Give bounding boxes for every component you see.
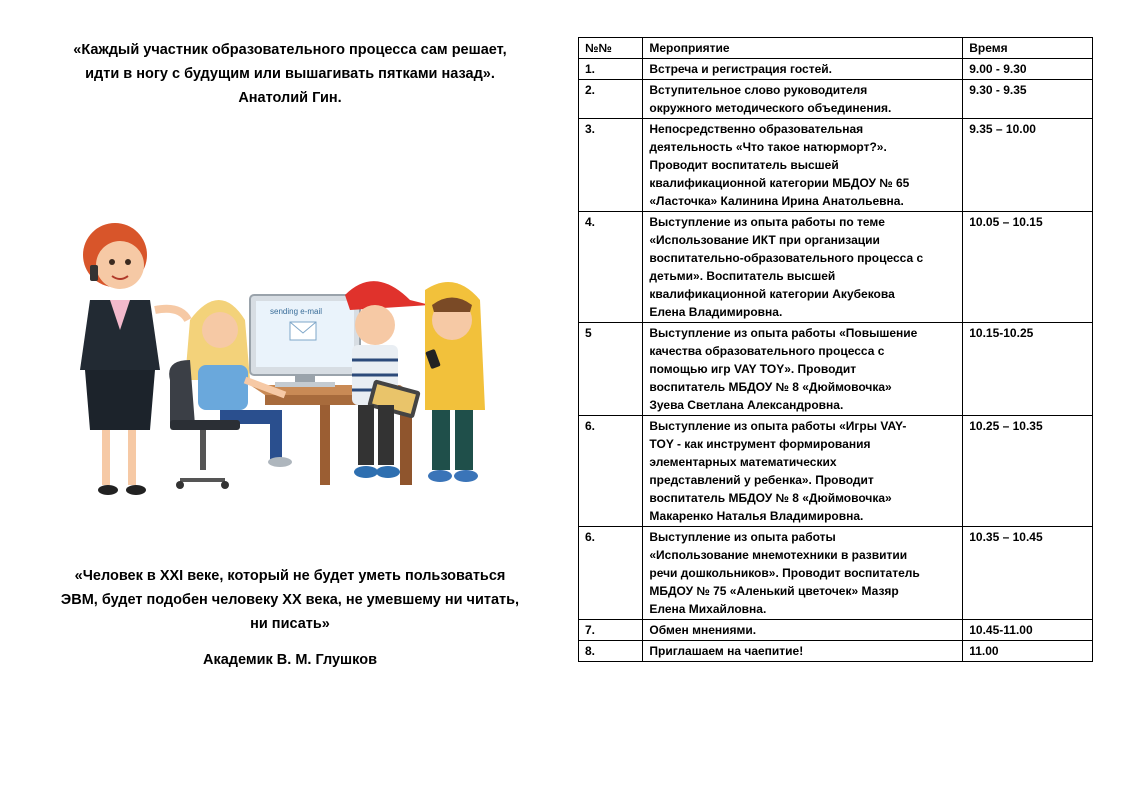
event-line: качества образовательного процесса с [649,344,885,358]
event-line: Выступление из опыта работы «Повышение [649,326,918,340]
table-row [579,620,1093,641]
header-event: Мероприятие [643,38,963,59]
event-line: TOY - как инструмент формирования [649,437,871,451]
quote-line: «Каждый участник образовательного процесса сам решает, [73,42,507,58]
event-line: Зуева Светлана Александровна. [649,398,844,412]
row-number: 3. [579,119,643,212]
event-line: квалификационной категории Акубекова [649,287,895,301]
event-line: Макаренко Наталья Владимировна. [649,509,864,523]
schedule-table [578,37,1093,662]
quote-line: «Человек в XXI веке, который не будет уметь пользоваться [74,568,506,584]
table-row [579,212,1093,323]
table-row [579,527,1093,620]
event-line: Выступление из опыта работы «Игры VAY- [649,419,907,433]
event-line: воспитатель МБДОУ № 8 «Дюймовочка» [649,380,892,394]
header-number: №№ [579,38,643,59]
row-event [643,641,963,662]
header-time: Время [963,38,1093,59]
table-header-row [579,38,1093,59]
event-line: речи дошкольников». Проводит воспитатель [649,566,920,580]
quote-author: Анатолий Гин. [238,90,342,106]
row-number: 6. [579,527,643,620]
event-line: деятельность «Что такое натюрморт?». [649,140,887,154]
row-number: 7. [579,620,643,641]
event-line: детьми». Воспитатель высшей [649,269,836,283]
row-time: 10.35 – 10.45 [963,527,1093,620]
event-line: Елена Владимировна. [649,305,783,319]
row-number: 5 [579,323,643,416]
event-line: МБДОУ № 75 «Аленький цветочек» Мазяр [649,584,899,598]
event-line: Выступление из опыта работы [649,530,836,544]
row-time: 10.05 – 10.15 [963,212,1093,323]
event-line: «Использование мнемотехники в развитии [649,548,908,562]
quote-gin [40,38,540,110]
row-event [643,323,963,416]
row-event [643,620,963,641]
quote-author: Академик В. М. Глушков [203,652,377,668]
table-row [579,59,1093,80]
row-event [643,416,963,527]
row-time: 9.00 - 9.30 [963,59,1093,80]
event-line: Вступительное слово руководителя [649,83,868,97]
quote-line: идти в ногу с будущим или вышагивать пятками назад». [85,66,495,82]
event-line: Выступление из опыта работы по теме [649,215,885,229]
boy-with-phone-icon [425,282,485,482]
row-event [643,80,963,119]
row-time: 9.30 - 9.35 [963,80,1093,119]
row-time: 10.45-11.00 [963,620,1093,641]
event-line: «Использование ИКТ при организации [649,233,880,247]
row-time: 10.15-10.25 [963,323,1093,416]
table-row [579,323,1093,416]
table-row [579,416,1093,527]
row-number: 4. [579,212,643,323]
row-time: 11.00 [963,641,1093,662]
table-row [579,80,1093,119]
event-line: воспитатель МБДОУ № 8 «Дюймовочка» [649,491,892,505]
table-row [579,641,1093,662]
event-line: Встреча и регистрация гостей. [649,62,832,76]
row-number: 8. [579,641,643,662]
row-number: 2. [579,80,643,119]
children-computer-illustration [70,210,510,510]
event-line: окружного методического объединения. [649,101,892,115]
woman-on-phone-icon [80,223,188,495]
table-row [579,119,1093,212]
event-line: Проводит воспитатель высшей [649,158,839,172]
quote-glushkov [40,564,540,636]
monitor-icon [250,295,360,387]
row-event [643,212,963,323]
event-line: представлений у ребенка». Проводит [649,473,874,487]
row-number: 1. [579,59,643,80]
row-time: 9.35 – 10.00 [963,119,1093,212]
row-time: 10.25 – 10.35 [963,416,1093,527]
event-line: воспитательно-образовательного процесса с [649,251,924,265]
event-line: элементарных математических [649,455,837,469]
event-line: помощью игр VAY TOY». Проводит [649,362,857,376]
row-event [643,119,963,212]
quote-line: ЭВМ, будет подобен человеку XX века, не умевшему ни читать, [60,592,520,608]
svg-text:sending e-mail: sending e-mail [270,307,323,316]
row-number: 6. [579,416,643,527]
event-line: Непосредственно образовательная [649,122,864,136]
event-line: «Ласточка» Калинина Ирина Анатольевна. [649,194,904,208]
row-event [643,527,963,620]
event-line: квалификационной категории МБДОУ № 65 [649,176,910,190]
event-line: Приглашаем на чаепитие! [649,644,804,658]
event-line: Обмен мнениями. [649,623,757,637]
quote-line: ни писать» [250,616,330,632]
event-line: Елена Михайловна. [649,602,767,616]
row-event [643,59,963,80]
